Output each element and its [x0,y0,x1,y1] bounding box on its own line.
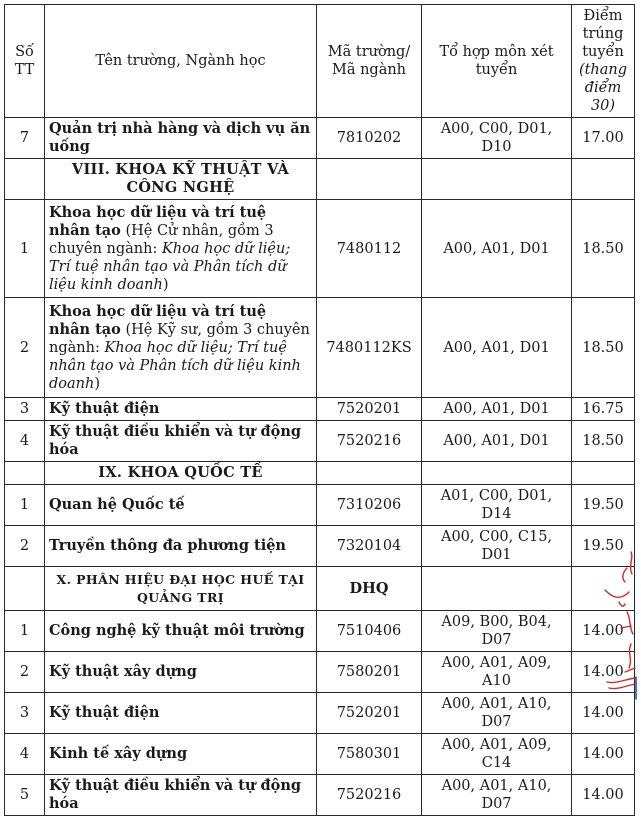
table-row [5,526,635,567]
row-stt: 2 [5,526,45,567]
row-stt: 3 [5,398,45,421]
row-code: 7520201 [317,398,422,421]
row-score: 19.50 [572,526,635,567]
section-combo-empty [422,462,572,485]
row-name [45,298,317,398]
header-row [5,5,635,118]
section-row [5,462,635,485]
row-name-end: ) [162,276,169,293]
row-score: 18.50 [572,200,635,298]
row-score: 18.50 [572,298,635,398]
header-score-title: Điểm trúng tuyển [582,8,624,60]
row-stt: 1 [5,611,45,652]
row-stt: 3 [5,693,45,734]
section-title: X. PHÂN HIỆU ĐẠI HỌC HUẾ TẠI QUẢNG TRỊ [45,567,317,611]
section-stt-empty [5,159,45,200]
section-combo-empty [422,567,572,611]
row-combo: A00, C00, C15, D01 [422,526,572,567]
section-score-empty [572,159,635,200]
row-name-bold: Kỹ thuật điện [49,704,160,721]
section-title: VIII. KHOA KỸ THUẬT VÀ CÔNG NGHỆ [45,159,317,200]
row-stt: 2 [5,652,45,693]
section-row [5,159,635,200]
row-score: 17.00 [572,118,635,159]
row-name [45,652,317,693]
row-combo: A00, A01, D01 [422,200,572,298]
row-code: 7480112 [317,200,422,298]
section-score-empty [572,462,635,485]
row-combo: A00, A01, A09, C14 [422,734,572,775]
table-row [5,200,635,298]
row-combo: A00, A01, A09, A10 [422,652,572,693]
row-code: 7520216 [317,775,422,816]
row-name-bold: Kỹ thuật điều khiển và tự động hóa [49,423,302,458]
row-name [45,526,317,567]
table-row [5,485,635,526]
header-combo: Tổ hợp môn xét tuyển [422,5,572,118]
row-name [45,611,317,652]
table-row [5,775,635,816]
section-code-empty [317,159,422,200]
admissions-table [4,4,635,816]
table-row [5,398,635,421]
row-name [45,485,317,526]
table-row [5,734,635,775]
row-code: 7810202 [317,118,422,159]
table-row [5,298,635,398]
row-name [45,200,317,298]
row-score: 14.00 [572,775,635,816]
row-score: 18.50 [572,421,635,462]
row-name [45,398,317,421]
row-stt: 1 [5,485,45,526]
row-stt: 4 [5,421,45,462]
row-name-bold: Kỹ thuật điều khiển và tự động hóa [49,777,302,812]
row-name-bold: Truyền thông đa phương tiện [49,537,286,554]
table-row [5,118,635,159]
row-combo: A00, A01, D01 [422,298,572,398]
row-combo: A00, C00, D01, D10 [422,118,572,159]
row-name-plain: (Hệ Kỹ sư, gồm 3 chuyên ngành: [49,321,310,356]
row-name-plain: (Hệ Cử nhân, gồm 3 chuyên ngành: [49,222,274,257]
row-name-bold: Kỹ thuật điện [49,400,160,417]
row-name-bold: Quản trị nhà hàng và dịch vụ ăn uống [49,120,311,155]
row-combo: A00, A01, A10, D07 [422,693,572,734]
section-row [5,567,635,611]
row-stt: 4 [5,734,45,775]
row-code: 7520216 [317,421,422,462]
row-name-bold: Công nghệ kỹ thuật môi trường [49,622,305,639]
row-code: 7580201 [317,652,422,693]
row-name-bold: Quan hệ Quốc tế [49,496,185,513]
section-code-empty [317,462,422,485]
row-name-bold: Khoa học dữ liệu và trí tuệ nhân tạo [49,203,267,239]
blue-ink-mark [633,676,639,700]
row-score: 14.00 [572,611,635,652]
row-name [45,734,317,775]
row-name-bold: Kinh tế xây dựng [49,745,188,762]
row-name [45,118,317,159]
row-name-italic: Khoa học dữ liệu; Trí tuệ nhân tạo và Phân tích dữ liệu kinh doanh [49,339,301,392]
row-combo: A01, C00, D01, D14 [422,485,572,526]
header-name: Tên trường, Ngành học [45,5,317,118]
section-title: IX. KHOA QUỐC TẾ [45,462,317,485]
table-row [5,693,635,734]
row-combo: A00, A01, D01 [422,421,572,462]
table-row [5,611,635,652]
row-combo: A09, B00, B04, D07 [422,611,572,652]
section-combo-empty [422,159,572,200]
section-stt-empty [5,567,45,611]
header-code: Mã trường/ Mã ngành [317,5,422,118]
row-score: 16.75 [572,398,635,421]
row-name-end: ) [94,375,101,392]
row-name-bold: Kỹ thuật xây dựng [49,663,197,680]
table-row [5,652,635,693]
section-code: DHQ [317,567,422,611]
row-code: 7310206 [317,485,422,526]
row-score: 19.50 [572,485,635,526]
row-combo: A00, A01, D01 [422,398,572,421]
row-code: 7520201 [317,693,422,734]
section-score-empty [572,567,635,611]
row-name-bold: Khoa học dữ liệu và trí tuệ nhân tạo [49,302,267,338]
section-stt-empty [5,462,45,485]
row-score: 14.00 [572,652,635,693]
header-stt: Số TT [5,5,45,118]
row-stt: 1 [5,200,45,298]
header-score [572,5,635,118]
row-name [45,693,317,734]
row-stt: 5 [5,775,45,816]
row-name [45,775,317,816]
header-score-unit: (thang điểm 30) [578,62,628,114]
row-code: 7480112KS [317,298,422,398]
row-stt: 2 [5,298,45,398]
row-code: 7320104 [317,526,422,567]
row-code: 7510406 [317,611,422,652]
row-name-italic: Khoa học dữ liệu; Trí tuệ nhân tạo và Phân tích dữ liệu kinh doanh [49,240,291,293]
row-score: 14.00 [572,734,635,775]
table-row [5,421,635,462]
row-name [45,421,317,462]
row-combo: A00, A01, A10, D07 [422,775,572,816]
row-code: 7580301 [317,734,422,775]
row-score: 14.00 [572,693,635,734]
row-stt: 7 [5,118,45,159]
